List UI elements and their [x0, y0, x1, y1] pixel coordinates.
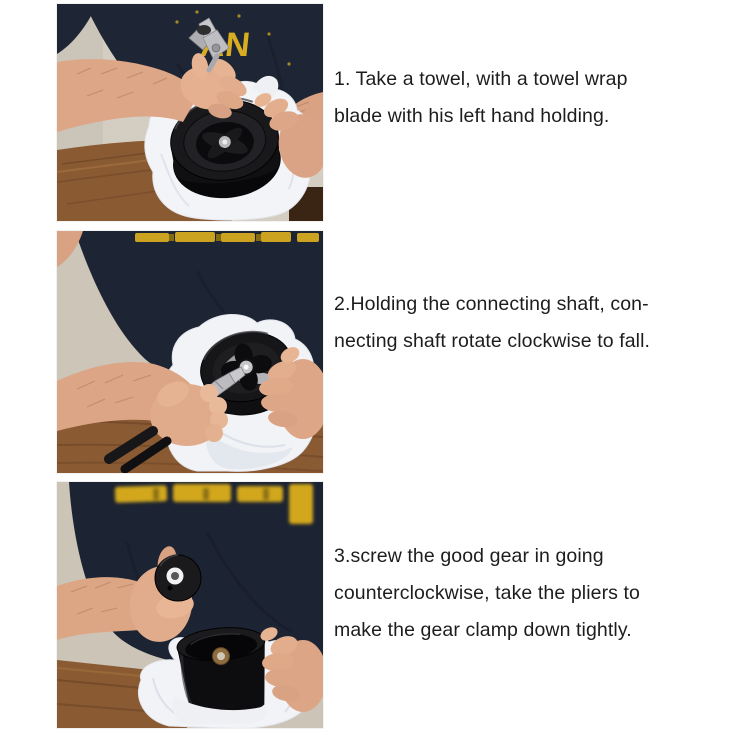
step-2-caption-line-2: necting shaft rotate clockwise to fall. — [334, 330, 651, 352]
step-3-caption-line-1: 3.screw the good gear in going — [334, 545, 604, 567]
step-2-caption-line-1: 2.Holding the connecting shaft, con- — [334, 293, 649, 315]
step-3-photo-illustration — [57, 482, 323, 728]
step-3-caption — [334, 538, 694, 649]
step-2-photo — [57, 231, 323, 473]
step-2-caption — [334, 286, 694, 360]
step-3-caption-line-3: make the gear clamp down tightly. — [334, 619, 632, 641]
step-3-caption-line-2: counterclockwise, take the pliers to — [334, 582, 640, 604]
step-1-photo — [57, 4, 323, 221]
step-3-photo — [57, 482, 323, 728]
step-1-caption-line-1: 1. Take a towel, with a towel wrap — [334, 68, 628, 90]
step-1-caption — [334, 61, 694, 135]
gear — [155, 555, 201, 601]
step-1-photo-illustration — [57, 4, 323, 221]
step-1-caption-line-2: blade with his left hand holding. — [334, 105, 610, 127]
step-2-photo-illustration — [57, 231, 323, 473]
